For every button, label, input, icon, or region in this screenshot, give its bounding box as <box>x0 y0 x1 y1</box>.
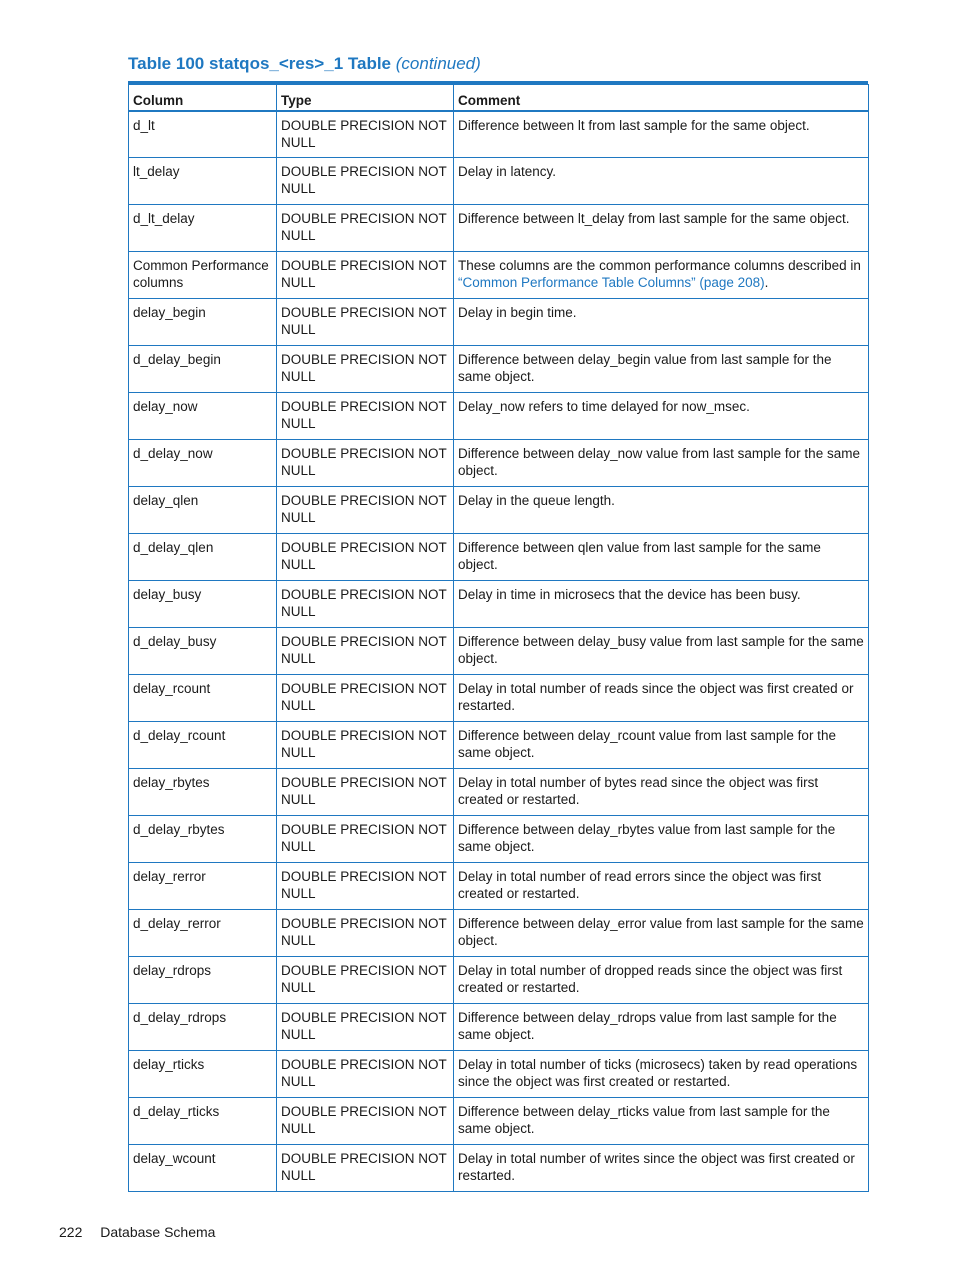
cell-comment: Difference between delay_error value from last sample for the same object. <box>454 910 869 957</box>
cell-column: delay_rerror <box>129 863 277 910</box>
cell-type: DOUBLE PRECISION NOT NULL <box>277 1051 454 1098</box>
cell-column: delay_rdrops <box>129 957 277 1004</box>
cell-column: d_delay_rerror <box>129 910 277 957</box>
cell-type: DOUBLE PRECISION NOT NULL <box>277 957 454 1004</box>
cell-type: DOUBLE PRECISION NOT NULL <box>277 299 454 346</box>
header-column: Column <box>129 85 277 111</box>
cell-type: DOUBLE PRECISION NOT NULL <box>277 111 454 158</box>
cell-column: d_delay_qlen <box>129 534 277 581</box>
cell-comment: Delay in total number of read errors since the object was first created or restarted. <box>454 863 869 910</box>
cell-type: DOUBLE PRECISION NOT NULL <box>277 487 454 534</box>
table-row <box>129 816 869 863</box>
cell-type: DOUBLE PRECISION NOT NULL <box>277 534 454 581</box>
cell-column: d_delay_rcount <box>129 722 277 769</box>
cell-comment <box>454 252 869 299</box>
cell-type: DOUBLE PRECISION NOT NULL <box>277 1004 454 1051</box>
cell-column: d_delay_rbytes <box>129 816 277 863</box>
cell-type: DOUBLE PRECISION NOT NULL <box>277 816 454 863</box>
cell-column: Common Performance columns <box>129 252 277 299</box>
cell-comment: Difference between lt_delay from last sample for the same object. <box>454 205 869 252</box>
cell-comment: Delay in time in microsecs that the device has been busy. <box>454 581 869 628</box>
cell-comment: Difference between qlen value from last sample for the same object. <box>454 534 869 581</box>
cell-type: DOUBLE PRECISION NOT NULL <box>277 910 454 957</box>
cell-comment: Delay in total number of writes since the object was first created or restarted. <box>454 1145 869 1192</box>
cell-comment: Difference between delay_rdrops value from last sample for the same object. <box>454 1004 869 1051</box>
cell-column: d_delay_now <box>129 440 277 487</box>
cell-type: DOUBLE PRECISION NOT NULL <box>277 205 454 252</box>
cell-column: d_delay_rdrops <box>129 1004 277 1051</box>
table-row <box>129 1004 869 1051</box>
cell-comment: Delay in total number of reads since the object was first created or restarted. <box>454 675 869 722</box>
cell-column: delay_rcount <box>129 675 277 722</box>
table-row <box>129 440 869 487</box>
cell-column: delay_now <box>129 393 277 440</box>
cell-column: lt_delay <box>129 158 277 205</box>
header-type: Type <box>277 85 454 111</box>
table-title: Table 100 statqos_<res>_1 Table <box>128 54 392 73</box>
table-row <box>129 1098 869 1145</box>
cell-comment: Delay in total number of ticks (microsecs) taken by read operations since the object was first created or restarted. <box>454 1051 869 1098</box>
cell-column: d_delay_begin <box>129 346 277 393</box>
table-row <box>129 299 869 346</box>
cell-type: DOUBLE PRECISION NOT NULL <box>277 628 454 675</box>
cell-column: delay_rbytes <box>129 769 277 816</box>
page-number: 222 <box>59 1224 83 1240</box>
cell-column: d_lt <box>129 111 277 158</box>
cell-type: DOUBLE PRECISION NOT NULL <box>277 158 454 205</box>
cell-type: DOUBLE PRECISION NOT NULL <box>277 440 454 487</box>
cell-comment: Delay in total number of dropped reads since the object was first created or restarted. <box>454 957 869 1004</box>
cell-comment: Difference between delay_now value from last sample for the same object. <box>454 440 869 487</box>
cell-type: DOUBLE PRECISION NOT NULL <box>277 863 454 910</box>
table-row <box>129 957 869 1004</box>
cell-comment: Difference between delay_rbytes value from last sample for the same object. <box>454 816 869 863</box>
cell-comment: Difference between lt from last sample for the same object. <box>454 111 869 158</box>
cell-column: d_lt_delay <box>129 205 277 252</box>
comment-text: These columns are the common performance columns described in <box>458 258 861 273</box>
table-row <box>129 581 869 628</box>
table-row <box>129 205 869 252</box>
cell-comment: Delay in begin time. <box>454 299 869 346</box>
table-row <box>129 393 869 440</box>
cell-type: DOUBLE PRECISION NOT NULL <box>277 675 454 722</box>
table-row <box>129 1051 869 1098</box>
cell-column: d_delay_busy <box>129 628 277 675</box>
cell-type: DOUBLE PRECISION NOT NULL <box>277 1098 454 1145</box>
table-header-row <box>129 85 869 111</box>
table-row <box>129 769 869 816</box>
table-row <box>129 628 869 675</box>
table-continued-label: (continued) <box>395 54 481 73</box>
cell-type: DOUBLE PRECISION NOT NULL <box>277 581 454 628</box>
table-row <box>129 252 869 299</box>
table-row <box>129 1145 869 1192</box>
comment-text-end: . <box>764 275 769 290</box>
cell-comment: Difference between delay_busy value from last sample for the same object. <box>454 628 869 675</box>
cell-column: delay_wcount <box>129 1145 277 1192</box>
cell-comment: Delay in the queue length. <box>454 487 869 534</box>
cell-type: DOUBLE PRECISION NOT NULL <box>277 722 454 769</box>
cell-comment: Delay in total number of bytes read since the object was first created or restarted. <box>454 769 869 816</box>
table-row <box>129 675 869 722</box>
header-comment: Comment <box>454 85 869 111</box>
cell-column: delay_qlen <box>129 487 277 534</box>
cell-column: delay_rticks <box>129 1051 277 1098</box>
table-row <box>129 863 869 910</box>
cell-column: delay_busy <box>129 581 277 628</box>
table-row <box>129 534 869 581</box>
cell-type: DOUBLE PRECISION NOT NULL <box>277 769 454 816</box>
table-row <box>129 111 869 158</box>
cell-comment: Difference between delay_rticks value from last sample for the same object. <box>454 1098 869 1145</box>
cell-comment: Delay in latency. <box>454 158 869 205</box>
table-row <box>129 346 869 393</box>
cell-type: DOUBLE PRECISION NOT NULL <box>277 393 454 440</box>
cross-reference-link[interactable]: “Common Performance Table Columns” (page 208) <box>458 275 765 290</box>
table-row <box>129 910 869 957</box>
cell-type: DOUBLE PRECISION NOT NULL <box>277 1145 454 1192</box>
cell-column: delay_begin <box>129 299 277 346</box>
cell-comment: Difference between delay_rcount value from last sample for the same object. <box>454 722 869 769</box>
table-row <box>129 722 869 769</box>
section-name: Database Schema <box>100 1224 216 1240</box>
table-caption <box>128 54 481 74</box>
cell-column: d_delay_rticks <box>129 1098 277 1145</box>
cell-comment: Delay_now refers to time delayed for now_msec. <box>454 393 869 440</box>
table-row <box>129 158 869 205</box>
schema-table <box>128 84 869 1192</box>
table-row <box>129 487 869 534</box>
cell-type: DOUBLE PRECISION NOT NULL <box>277 346 454 393</box>
cell-comment: Difference between delay_begin value from last sample for the same object. <box>454 346 869 393</box>
cell-type: DOUBLE PRECISION NOT NULL <box>277 252 454 299</box>
table-body <box>129 111 869 1192</box>
schema-table-container <box>128 81 868 1192</box>
page-footer <box>59 1224 215 1240</box>
